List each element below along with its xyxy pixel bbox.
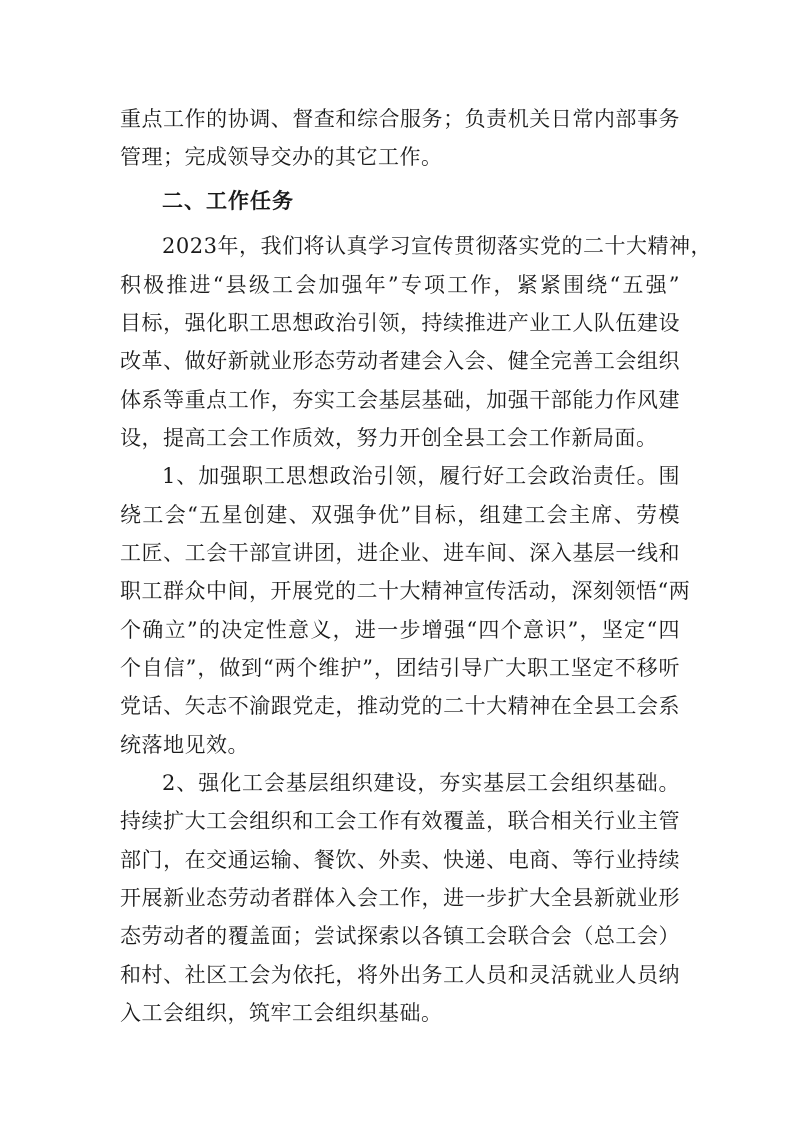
paragraph-1-line: 积极推进“县级工会加强年”专项工作，紧紧围绕“五强” <box>120 273 680 297</box>
section-heading: 二、工作任务 <box>162 189 294 213</box>
paragraph-2-line: 职工群众中间，开展党的二十大精神宣传活动，深刻领悟“两 <box>120 579 691 603</box>
paragraph-3-line: 入工会组织，筑牢工会组织基础。 <box>120 1001 443 1025</box>
paragraph-2-line: 统落地见效。 <box>120 733 249 757</box>
text-line: 管理；完成领导交办的其它工作。 <box>120 145 443 169</box>
paragraph-3-line: 和村、社区工会为依托，将外出务工人员和灵活就业人员纳 <box>120 963 680 987</box>
text-line: 重点工作的协调、督查和综合服务；负责机关日常内部事务 <box>120 107 680 131</box>
paragraph-3-line: 开展新业态劳动者群体入会工作，进一步扩大全县新就业形 <box>120 886 680 910</box>
paragraph-2-line: 个确立”的决定性意义，进一步增强“四个意识”，坚定“四 <box>120 618 680 642</box>
paragraph-1-line: 体系等重点工作，夯实工会基层基础，加强干部能力作风建 <box>120 388 680 412</box>
paragraph-1-line: 设，提高工会工作质效，努力开创全县工会工作新局面。 <box>120 426 658 450</box>
paragraph-2-line: 党话、矢志不渝跟党走，推动党的二十大精神在全县工会系 <box>120 694 680 718</box>
paragraph-2-line: 工匠、工会干部宣讲团，进企业、进车间、深入基层一线和 <box>120 541 680 565</box>
paragraph-3-line: 态劳动者的覆盖面；尝试探索以各镇工会联合会（总工会） <box>120 924 680 948</box>
paragraph-1-line: 2023年，我们将认真学习宣传贯彻落实党的二十大精神， <box>162 234 712 258</box>
paragraph-1-line: 目标，强化职工思想政治引领，持续推进产业工人队伍建设 <box>120 311 680 335</box>
paragraph-3-line: 2、强化工会基层组织建设，夯实基层工会组织基础。 <box>162 771 680 795</box>
paragraph-2-line: 个自信”，做到“两个维护”，团结引导广大职工坚定不移听 <box>120 656 680 680</box>
paragraph-1-line: 改革、做好新就业形态劳动者建会入会、健全完善工会组织 <box>120 349 680 373</box>
paragraph-3-line: 部门，在交通运输、餐饮、外卖、快递、电商、等行业持续 <box>120 848 680 872</box>
paragraph-3-line: 持续扩大工会组织和工会工作有效覆盖，联合相关行业主管 <box>120 809 680 833</box>
paragraph-2-line: 绕工会“五星创建、双强争优”目标，组建工会主席、劳模 <box>120 503 680 527</box>
paragraph-2-line: 1、加强职工思想政治引领，履行好工会政治责任。围 <box>162 464 680 488</box>
